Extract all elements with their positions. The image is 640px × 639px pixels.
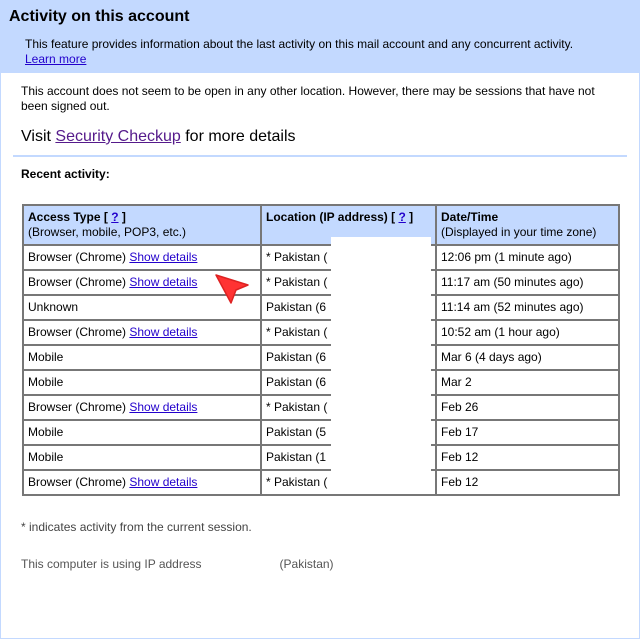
access-type-cell (23, 320, 261, 345)
location-cell: * Pakistan ( (261, 395, 436, 420)
header-panel (1, 1, 639, 73)
table-row (23, 445, 619, 470)
col-datetime-sub: (Displayed in your time zone) (441, 225, 597, 239)
visit-suffix: for more details (180, 128, 296, 145)
pointer-cursor-icon (214, 273, 254, 313)
show-details-link[interactable]: Show details (129, 400, 198, 414)
description-text: This feature provides information about the last activity on this mail account and any concurrent activity. (25, 37, 574, 51)
page-title: Activity on this account (9, 8, 190, 25)
access-type-text: Browser (Chrome) (28, 475, 127, 489)
location-cell: * Pakistan ( (261, 270, 436, 295)
access-type-cell (23, 370, 261, 395)
access-type-text: Unknown (28, 300, 79, 314)
main-content (1, 84, 639, 571)
ip-prefix: This computer is using IP address (21, 557, 202, 571)
table-row (23, 320, 619, 345)
access-type-cell (23, 395, 261, 420)
datetime-cell: 10:52 am (1 hour ago) (436, 320, 619, 345)
col-access-type-title: Access Type (28, 210, 101, 224)
header-description (25, 37, 631, 67)
datetime-cell: Mar 6 (4 days ago) (436, 345, 619, 370)
table-row (23, 370, 619, 395)
access-type-cell (23, 445, 261, 470)
datetime-cell: Mar 2 (436, 370, 619, 395)
location-cell: * Pakistan ( (261, 245, 436, 270)
access-type-cell (23, 245, 261, 270)
col-access-type-sub: (Browser, mobile, POP3, etc.) (28, 225, 187, 239)
access-type-text: Browser (Chrome) (28, 400, 127, 414)
access-type-cell (23, 345, 261, 370)
datetime-cell: Feb 26 (436, 395, 619, 420)
col-datetime-header (436, 205, 619, 245)
location-cell: Pakistan (5 (261, 420, 436, 445)
show-details-link[interactable]: Show details (129, 250, 198, 264)
recent-activity-label: Recent activity: (21, 167, 110, 181)
access-type-text: Mobile (28, 425, 64, 439)
show-details-link[interactable]: Show details (129, 325, 198, 339)
access-type-text: Browser (Chrome) (28, 275, 127, 289)
visit-prefix: Visit (21, 128, 56, 145)
datetime-cell: 11:17 am (50 minutes ago) (436, 270, 619, 295)
datetime-cell: Feb 17 (436, 420, 619, 445)
visit-line (21, 127, 627, 147)
location-help-link[interactable]: ? (398, 210, 406, 224)
ip-suffix: (Pakistan) (279, 557, 334, 571)
datetime-cell: 11:14 am (52 minutes ago) (436, 295, 619, 320)
location-cell: Pakistan (6 (261, 345, 436, 370)
location-cell: Pakistan (1 (261, 445, 436, 470)
activity-table (22, 204, 620, 496)
current-session-footnote: * indicates activity from the current session. (21, 520, 252, 534)
table-row (23, 245, 619, 270)
access-type-text: Browser (Chrome) (28, 250, 127, 264)
table-row (23, 470, 619, 495)
col-location-header: Location (IP address) [ ? ] (261, 205, 436, 245)
ip-address-line (21, 557, 627, 571)
show-details-link[interactable]: Show details (129, 275, 198, 289)
access-type-help-link[interactable]: ? (111, 210, 119, 224)
redaction-mask (331, 237, 431, 493)
table-row (23, 270, 619, 295)
datetime-cell: Feb 12 (436, 445, 619, 470)
col-location-title: Location (IP address) (266, 210, 388, 224)
table-row (23, 395, 619, 420)
access-type-text: Mobile (28, 375, 64, 389)
col-access-type-header: Access Type [ ? ] (Browser, mobile, POP3, etc.) (23, 205, 261, 245)
table-header-row (23, 205, 619, 245)
open-location-notice: This account does not seem to be open in any other location. However, there may be sessions that have not been signed out. (21, 84, 595, 113)
col-datetime-title: Date/Time (441, 210, 499, 224)
access-type-text: Mobile (28, 450, 64, 464)
location-cell: * Pakistan ( (261, 320, 436, 345)
table-row (23, 420, 619, 445)
location-cell: * Pakistan ( (261, 470, 436, 495)
location-cell: Pakistan (6 (261, 295, 436, 320)
datetime-cell: 12:06 pm (1 minute ago) (436, 245, 619, 270)
access-type-cell (23, 420, 261, 445)
learn-more-link[interactable]: Learn more (25, 52, 87, 66)
location-cell: Pakistan (6 (261, 370, 436, 395)
access-type-text: Mobile (28, 350, 64, 364)
show-details-link[interactable]: Show details (129, 475, 198, 489)
security-checkup-link[interactable]: Security Checkup (55, 128, 181, 145)
access-type-cell (23, 470, 261, 495)
table-row (23, 295, 619, 320)
table-row (23, 345, 619, 370)
datetime-cell: Feb 12 (436, 470, 619, 495)
divider (13, 155, 627, 157)
access-type-text: Browser (Chrome) (28, 325, 127, 339)
